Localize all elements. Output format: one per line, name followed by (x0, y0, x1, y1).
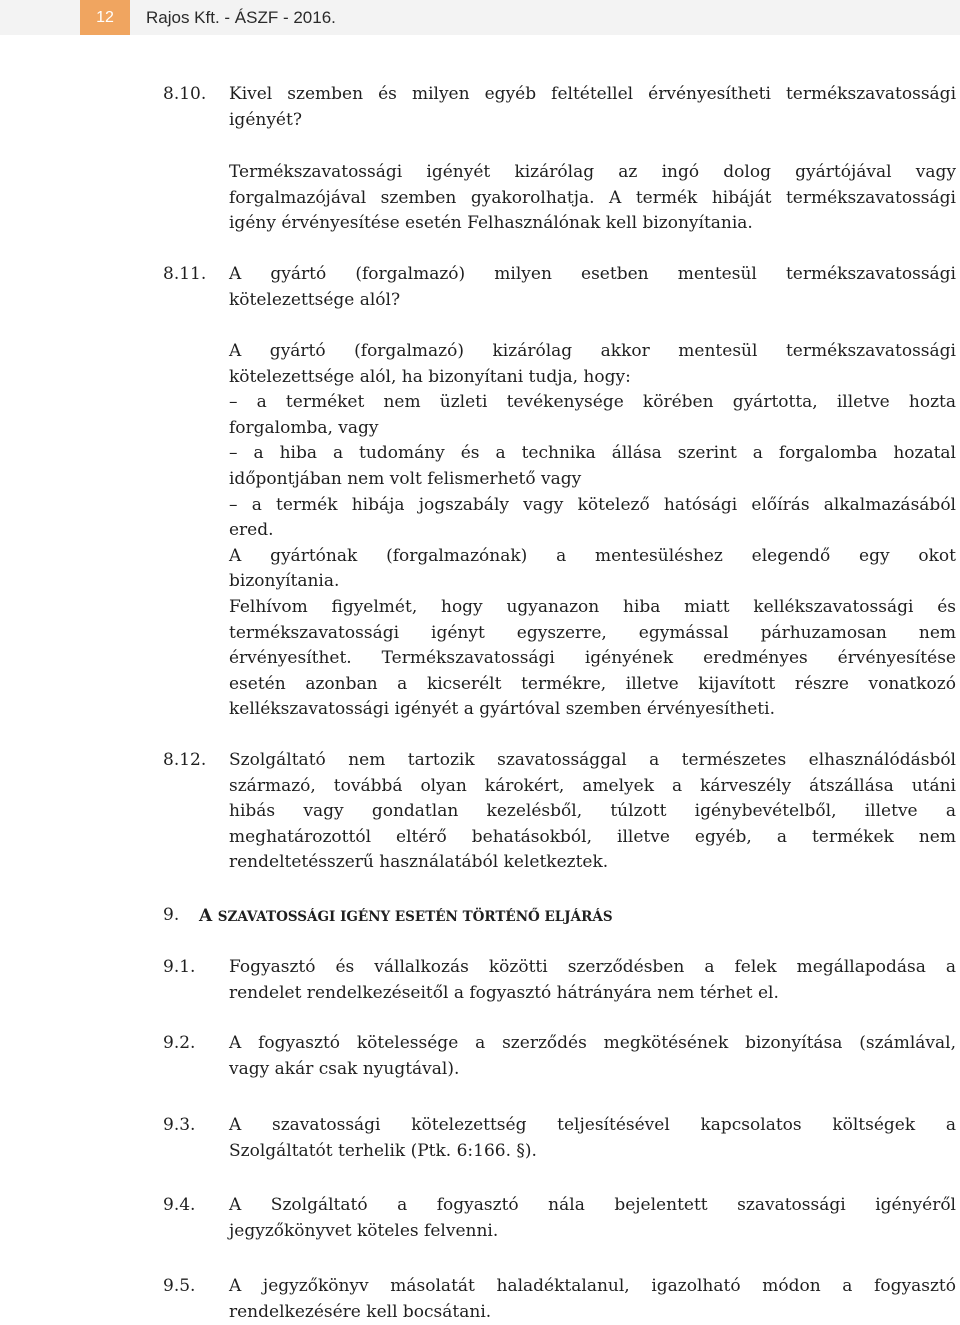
question-line: igényét? (229, 109, 302, 130)
body-line: Szolgáltató nem tartozik szavatossággal a természetes elhasználódásból (229, 750, 956, 770)
answer-line: bizonyítania. (229, 571, 340, 592)
section-number: 8.12. (163, 750, 207, 770)
answer-line: igény érvényesítése esetén Felhasználónak kell bizonyítania. (229, 213, 753, 234)
body-line: vagy akár csak nyugtával). (229, 1058, 460, 1079)
body-line: A szavatossági kötelezettség teljesítésével kapcsolatos költségek a (229, 1115, 956, 1135)
question-line: Kivel szemben és milyen egyéb feltétellel érvényesítheti termékszavatossági (229, 84, 956, 104)
answer-line: – a terméket nem üzleti tevékenysége körében gyártotta, illetve hozta (229, 392, 956, 413)
answer-line: Felhívom figyelmét, hogy ugyanazon hiba miatt kellékszavatossági és (229, 596, 956, 617)
heading-rest: SZAVATOSSÁGI IGÉNY ESETÉN TÖRTÉNŐ ELJÁRÁS (217, 909, 613, 925)
answer-line: érvényesíthet. Termékszavatossági igényének eredményes érvényesítése (229, 648, 956, 669)
answer-line: forgalomba, vagy (229, 417, 379, 438)
page-header (0, 0, 960, 35)
body-line: rendeltetésszerű használatából keletkeztek. (229, 852, 609, 873)
section-number: 9.3. (163, 1115, 196, 1135)
body-line: rendelkezésére kell bocsátani. (229, 1301, 492, 1322)
section-heading (199, 903, 613, 931)
section-question (229, 262, 956, 313)
section-question (229, 82, 956, 133)
question-line: A gyártó (forgalmazó) milyen esetben mentesül termékszavatossági (229, 264, 956, 284)
body-line: hibás vagy gondatlan kezelésből, túlzott igénybevételből, illetve a (229, 801, 956, 822)
section-body (229, 1274, 956, 1325)
answer-line: termékszavatossági igényt egyszerre, egymással párhuzamosan nem (229, 622, 956, 643)
body-line: jegyzőkönyvet köteles felvenni. (229, 1220, 499, 1241)
section-number: 8.10. (163, 84, 207, 104)
section-body (229, 1193, 956, 1244)
section-answer (229, 160, 956, 237)
section-body (229, 748, 956, 876)
body-line: Fogyasztó és vállalkozás közötti szerződésben a felek megállapodása a (229, 957, 956, 977)
body-line: származó, továbbá olyan károkért, amelyek a kárveszély átszállása utáni (229, 775, 956, 796)
section-body (229, 1113, 956, 1164)
section-body (229, 1031, 956, 1082)
answer-line: – a termék hibája jogszabály vagy kötelező hatósági előírás alkalmazásából (229, 494, 956, 515)
section-number: 9. (163, 905, 180, 925)
answer-line: esetén azonban a kicserélt termékre, illetve kijavított részre vonatkozó (229, 673, 956, 694)
section-number: 9.1. (163, 957, 196, 977)
answer-line: Termékszavatossági igényét kizárólag az ingó dolog gyártójával vagy (229, 162, 956, 182)
section-number: 9.4. (163, 1195, 196, 1215)
answer-line: időpontjában nem volt felismerhető vagy (229, 468, 582, 489)
heading-initial: A (199, 906, 213, 926)
page-number-badge: 12 (80, 0, 130, 35)
body-line: A fogyasztó kötelessége a szerződés megkötésének bizonyítása (számlával, (229, 1033, 956, 1053)
section-answer (229, 339, 956, 723)
body-line: meghatározottól eltérő behatásokból, illetve egyéb, a termékek nem (229, 826, 956, 847)
answer-line: kellékszavatossági igényét a gyártóval szemben érvényesítheti. (229, 699, 775, 720)
answer-line: ered. (229, 520, 274, 541)
answer-line: forgalmazójával szemben gyakorolhatja. A termék hibáját termékszavatossági (229, 187, 956, 208)
section-number: 9.2. (163, 1033, 196, 1053)
section-number: 9.5. (163, 1276, 196, 1296)
header-title: Rajos Kft. - ÁSZF - 2016. (146, 8, 336, 27)
answer-line: – a hiba a tudomány és a technika állása szerint a forgalomba hozatal (229, 443, 956, 464)
answer-line: A gyártó (forgalmazó) kizárólag akkor mentesül termékszavatossági (229, 341, 956, 361)
section-body (229, 955, 956, 1006)
body-line: rendelet rendelkezéseitől a fogyasztó hátrányára nem térhet el. (229, 982, 779, 1003)
section-number: 8.11. (163, 264, 207, 284)
body-line: A Szolgáltató a fogyasztó nála bejelentett szavatossági igényéről (229, 1195, 956, 1215)
body-line: A jegyzőkönyv másolatát haladéktalanul, igazolható módon a fogyasztó (229, 1276, 956, 1296)
question-line: kötelezettsége alól? (229, 289, 401, 310)
answer-line: A gyártónak (forgalmazónak) a mentesüléshez elegendő egy okot (229, 545, 956, 566)
answer-line: kötelezettsége alól, ha bizonyítani tudja, hogy: (229, 366, 631, 387)
body-line: Szolgáltatót terhelik (Ptk. 6:166. §). (229, 1140, 537, 1161)
